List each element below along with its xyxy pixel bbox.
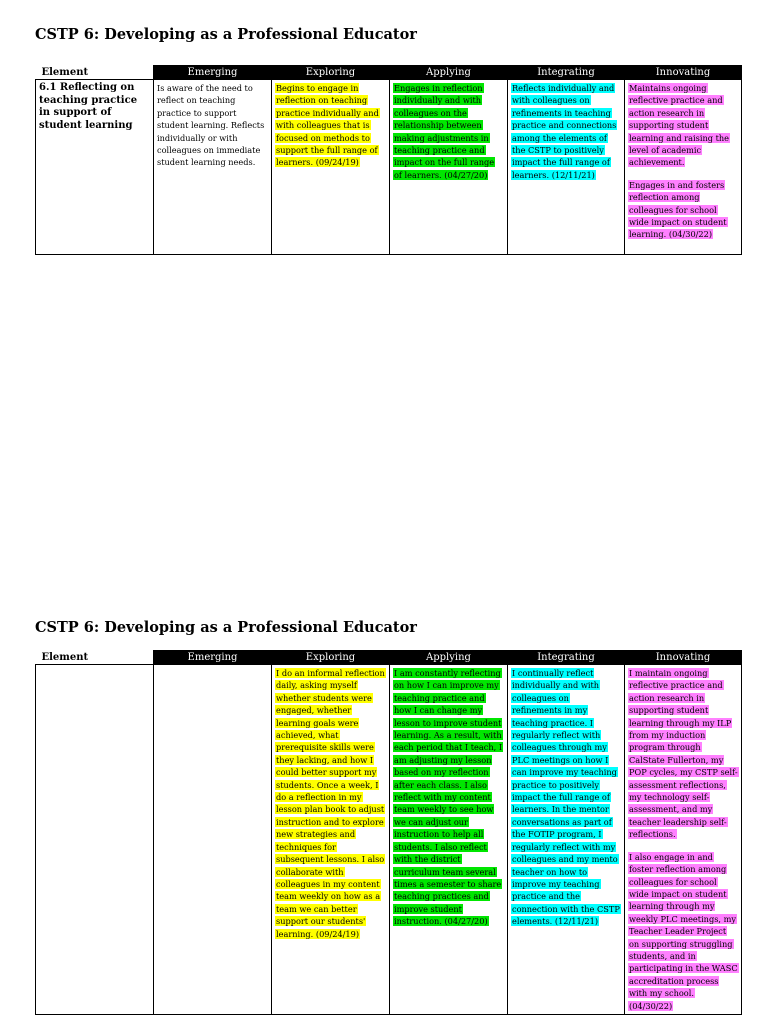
innovating-text-1: Maintains ongoing reflective practice and action research in supporting student learning and raising the level of academic achievement. [629, 83, 730, 168]
applying-text: Engages in reflection individually and with colleagues on the relationship between making adjustments in teaching practice and impact on the full range of learners. (04/27/20) [394, 83, 495, 180]
header-element: Element [36, 66, 154, 80]
header-applying: Applying [390, 651, 508, 665]
exploring-text: Begins to engage in reflection on teaching practice individually and with colleagues that is focused on methods to support the full range of learners. (09/24/19) [276, 83, 379, 168]
cstp-table-2 [35, 650, 742, 1015]
emerging-cell [154, 80, 272, 255]
header-emerging: Emerging [154, 66, 272, 80]
section1-title: CSTP 6: Developing as a Professional Educator [35, 26, 417, 43]
header-exploring: Exploring [272, 651, 390, 665]
section2-title: CSTP 6: Developing as a Professional Educator [35, 619, 417, 636]
element-cell [36, 665, 154, 1015]
header-row [36, 651, 742, 665]
emerging-text: Is aware of the need to reflect on teaching practice to support student learning. Reflects individually or with colleagues on immediate student learning needs. [157, 83, 265, 168]
table-row [36, 80, 742, 255]
header-row [36, 66, 742, 80]
innovating-text-1: I maintain ongoing reflective practice and action research in supporting student learning through my ILP from my induction program through CalState Fullerton, my POP cycles, my CSTP self-assessment reflections, my technology self-assessment, and my teacher leadership self-reflections. [629, 668, 738, 840]
element-cell: 6.1 Reflecting on teaching practice in support of student learning [36, 80, 154, 255]
cstp-table-1 [35, 65, 742, 255]
innovating-cell [625, 80, 742, 255]
innovating-cell [625, 665, 742, 1015]
header-integrating: Integrating [508, 651, 625, 665]
exploring-cell [272, 80, 390, 255]
innovating-text-2: Engages in and fosters reflection among colleagues for school wide impact on student learning. (04/30/22) [629, 179, 727, 240]
integrating-cell [508, 80, 625, 255]
applying-text: I am constantly reflecting on how I can improve my teaching practice and how I can change my lesson to improve student learning. As a result, with each period that I teach, I am adjusting my lesson based on my reflection after each class. I also reflect with my content team weekly to see how we can adjust our instruction to help all students. I also reflect with the district curriculum team several times a semester to share teaching practices and improve student instruction. (04/27/20) [394, 668, 503, 927]
header-applying: Applying [390, 66, 508, 80]
exploring-cell [272, 665, 390, 1015]
applying-cell [390, 80, 508, 255]
header-integrating: Integrating [508, 66, 625, 80]
header-exploring: Exploring [272, 66, 390, 80]
header-innovating: Innovating [625, 66, 742, 80]
integrating-text: Reflects individually and with colleagues on refinements in teaching practice and connections among the elements of the CSTP to positively impact the full range of learners. (12/11/21) [512, 83, 617, 180]
table-row [36, 665, 742, 1015]
header-innovating: Innovating [625, 651, 742, 665]
emerging-cell [154, 665, 272, 1015]
integrating-text: I continually reflect individually and with colleagues on refinements in my teaching practice. I regularly reflect with colleagues through my PLC meetings on how I can improve my teaching practice to positively impact the full range of learners. In the mentor conversations as part of the FOTIP program, I regularly reflect with my colleagues and my mento teacher on how to improve my teaching practice and the connection with the CSTP elements. (12/11/21) [512, 668, 620, 927]
applying-cell [390, 665, 508, 1015]
header-element: Element [36, 651, 154, 665]
header-emerging: Emerging [154, 651, 272, 665]
exploring-text: I do an informal reflection daily, asking myself whether students were engaged, whether learning goals were achieved, what prerequisite skills were they lacking, and how I could better support my students. Once a week, I do a reflection in my lesson plan book to adjust instruction and to explore new strategies and techniques for subsequent lessons. I also collaborate with colleagues in my content team weekly on how as a team we can better support our students' learning. (09/24/19) [276, 668, 385, 939]
integrating-cell [508, 665, 625, 1015]
innovating-text-2: I also engage in and foster reflection among colleagues for school wide impact on student learning through my weekly PLC meetings, my Teacher Leader Project on supporting struggling students, and in participating in the WASC accreditation process with my school. (04/30/22) [629, 851, 738, 1011]
